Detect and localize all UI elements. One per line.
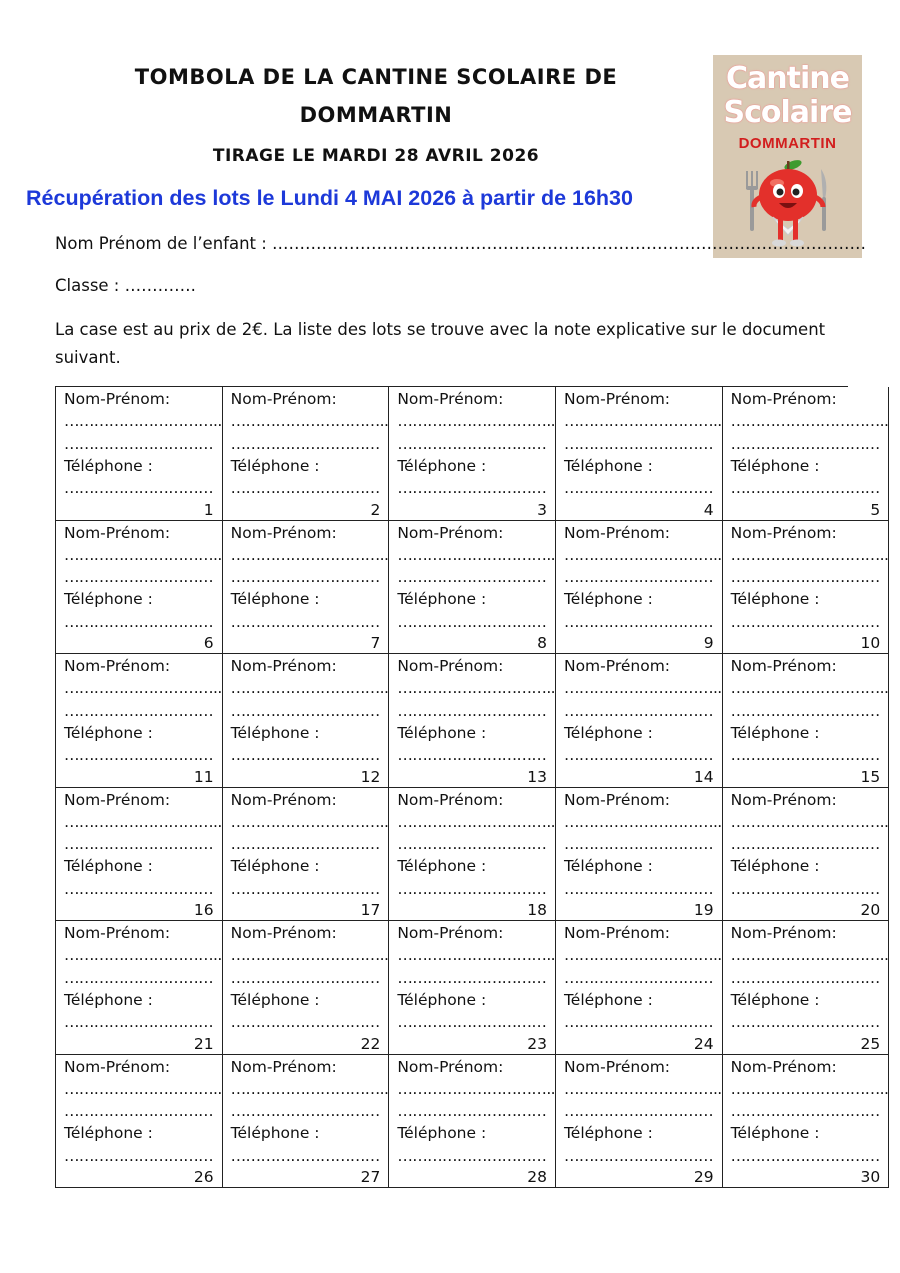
ticket-name-dots-2: …………………………: [730, 835, 880, 854]
ticket-name-dots-2: …………………………: [64, 968, 214, 987]
ticket-phone-dots: …………………………: [64, 1146, 214, 1165]
ticket-cell[interactable]: [389, 387, 556, 521]
ticket-cell[interactable]: [723, 788, 890, 922]
ticket-name-dots: …………………………..: [230, 1079, 389, 1098]
ticket-cell[interactable]: [56, 1055, 223, 1189]
ticket-phone-dots: …………………………: [730, 612, 880, 631]
ticket-cell[interactable]: [223, 387, 390, 521]
ticket-name-dots: …………………………..: [563, 545, 722, 564]
ticket-name-dots-2: …………………………: [730, 1102, 880, 1121]
ticket-name-dots: …………………………..: [230, 545, 389, 564]
ticket-phone-dots: …………………………: [563, 1013, 713, 1032]
ticket-phone-dots: …………………………: [563, 1146, 713, 1165]
ticket-cell[interactable]: [556, 654, 723, 788]
ticket-cell[interactable]: [556, 1055, 723, 1189]
ticket-name-label: Nom-Prénom:: [730, 924, 837, 942]
ticket-cell[interactable]: [723, 387, 890, 521]
ticket-name-dots: …………………………..: [64, 812, 222, 831]
ticket-name-label: Nom-Prénom:: [730, 657, 837, 675]
ticket-name-dots: …………………………..: [64, 679, 222, 698]
ticket-phone-label: Téléphone :: [730, 456, 820, 475]
class-field[interactable]: [55, 276, 196, 295]
ticket-phone-label: Téléphone :: [730, 590, 820, 609]
ticket-name-label: Nom-Prénom:: [230, 1057, 337, 1076]
ticket-name-dots: …………………………..: [563, 812, 722, 831]
ticket-cell[interactable]: [223, 921, 390, 1055]
page-title: [60, 58, 692, 134]
ticket-name-dots-2: …………………………: [730, 568, 880, 587]
ticket-name-label: Nom-Prénom:: [397, 1057, 504, 1076]
ticket-name-dots: …………………………..: [230, 412, 389, 431]
ticket-phone-label: Téléphone :: [230, 590, 320, 609]
ticket-phone-dots: …………………………: [397, 612, 547, 631]
ticket-name-dots-2: …………………………: [230, 968, 380, 987]
ticket-phone-dots: …………………………: [230, 612, 380, 631]
ticket-phone-dots: …………………………: [730, 746, 880, 765]
ticket-name-dots-2: …………………………: [730, 434, 880, 453]
ticket-phone-label: Téléphone :: [64, 1124, 153, 1143]
ticket-number: 21: [193, 1034, 214, 1053]
ticket-name-dots: …………………………..: [397, 1079, 555, 1098]
ticket-name-dots: …………………………..: [730, 679, 889, 698]
ticket-name-dots-2: …………………………: [230, 701, 380, 720]
ticket-name-dots: …………………………..: [397, 545, 555, 564]
ticket-phone-label: Téléphone :: [563, 590, 653, 609]
ticket-name-dots-2: …………………………: [64, 835, 214, 854]
ticket-phone-dots: …………………………: [230, 879, 380, 898]
ticket-number: 30: [860, 1168, 881, 1186]
ticket-name-dots: …………………………..: [563, 412, 722, 431]
logo-text-cantine: Cantine: [726, 61, 849, 96]
ticket-phone-label: Téléphone :: [563, 1124, 653, 1143]
ticket-number: 13: [527, 767, 547, 786]
ticket-phone-label: Téléphone :: [730, 1124, 820, 1143]
ticket-number: 15: [860, 767, 881, 786]
ticket-name-dots-2: …………………………: [563, 701, 713, 720]
ticket-cell[interactable]: [556, 921, 723, 1055]
ticket-number: 29: [693, 1168, 714, 1186]
ticket-name-dots-2: …………………………: [230, 434, 380, 453]
ticket-number: 25: [860, 1034, 881, 1053]
ticket-name-label: Nom-Prénom:: [64, 523, 171, 542]
ticket-grid: [55, 386, 889, 1188]
ticket-name-dots: …………………………..: [64, 545, 222, 564]
ticket-name-dots: …………………………..: [563, 946, 722, 965]
ticket-name-dots: …………………………..: [64, 946, 222, 965]
ticket-phone-label: Téléphone :: [230, 1124, 320, 1143]
draw-date: TIRAGE LE MARDI 28 AVRIL 2026: [212, 146, 540, 166]
ticket-number: 10: [860, 634, 881, 652]
ticket-name-dots: …………………………..: [563, 679, 722, 698]
ticket-name-label: Nom-Prénom:: [563, 523, 671, 542]
ticket-name-dots: …………………………..: [230, 946, 389, 965]
ticket-phone-label: Téléphone :: [64, 456, 153, 475]
child-name-label: Nom Prénom de l’enfant : ………………………………………………………………………………………………: [55, 234, 867, 253]
ticket-cell[interactable]: [389, 654, 556, 788]
ticket-phone-dots: …………………………: [64, 479, 214, 498]
ticket-phone-dots: …………………………: [563, 879, 713, 898]
ticket-phone-dots: …………………………: [230, 479, 380, 498]
ticket-phone-label: Téléphone :: [397, 1124, 487, 1143]
ticket-number: 2: [370, 500, 381, 519]
ticket-phone-dots: …………………………: [64, 612, 214, 631]
ticket-number: 17: [360, 901, 381, 919]
ticket-name-label: Nom-Prénom:: [563, 390, 671, 408]
ticket-phone-dots: …………………………: [730, 1146, 880, 1165]
ticket-name-label: Nom-Prénom:: [730, 390, 837, 408]
ticket-phone-dots: …………………………: [397, 879, 547, 898]
ticket-cell[interactable]: [723, 654, 890, 788]
ticket-name-dots: …………………………..: [563, 1079, 722, 1098]
ticket-name-label: Nom-Prénom:: [64, 390, 171, 408]
ticket-number: 16: [193, 901, 214, 919]
ticket-number: 5: [870, 500, 881, 519]
ticket-phone-dots: …………………………: [730, 479, 880, 498]
class-label: Classe : ………….: [55, 276, 196, 295]
ticket-name-dots-2: …………………………: [230, 568, 380, 587]
ticket-phone-dots: …………………………: [397, 746, 547, 765]
ticket-name-dots-2: …………………………: [563, 568, 713, 587]
ticket-name-dots: …………………………..: [397, 412, 555, 431]
ticket-name-dots-2: …………………………: [230, 835, 380, 854]
ticket-number: 7: [370, 634, 381, 652]
ticket-number: 23: [527, 1034, 547, 1053]
ticket-name-label: Nom-Prénom:: [64, 924, 171, 942]
ticket-phone-label: Téléphone :: [230, 857, 320, 876]
ticket-name-dots: …………………………..: [730, 812, 889, 831]
ticket-name-label: Nom-Prénom:: [397, 924, 504, 942]
ticket-name-dots-2: …………………………: [397, 968, 547, 987]
ticket-name-dots: …………………………..: [64, 412, 222, 431]
ticket-cell[interactable]: [56, 387, 223, 521]
ticket-cell[interactable]: [223, 654, 390, 788]
ticket-number: 12: [360, 767, 381, 786]
ticket-phone-dots: …………………………: [397, 479, 547, 498]
ticket-name-dots: …………………………..: [730, 1079, 889, 1098]
ticket-phone-dots: …………………………: [397, 1146, 547, 1165]
ticket-number: 27: [360, 1168, 381, 1186]
ticket-phone-dots: …………………………: [230, 1146, 380, 1165]
ticket-phone-label: Téléphone :: [563, 456, 653, 475]
ticket-name-dots: …………………………..: [397, 679, 555, 698]
ticket-name-label: Nom-Prénom:: [563, 1057, 671, 1076]
ticket-name-label: Nom-Prénom:: [563, 790, 671, 809]
ticket-cell[interactable]: [223, 521, 390, 655]
ticket-name-dots: …………………………..: [230, 679, 389, 698]
ticket-phone-label: Téléphone :: [730, 990, 820, 1009]
ticket-phone-label: Téléphone :: [397, 857, 487, 876]
ticket-name-dots-2: …………………………: [730, 701, 880, 720]
ticket-cell[interactable]: [723, 1055, 890, 1189]
ticket-phone-dots: …………………………: [64, 1013, 214, 1032]
ticket-phone-dots: …………………………: [563, 479, 713, 498]
ticket-phone-dots: …………………………: [64, 746, 214, 765]
ticket-number: 9: [703, 634, 714, 652]
ticket-number: 4: [703, 500, 714, 519]
ticket-name-label: Nom-Prénom:: [563, 657, 671, 675]
ticket-cell[interactable]: [723, 921, 890, 1055]
ticket-phone-label: Téléphone :: [563, 990, 653, 1009]
title-line-1: TOMBOLA DE LA CANTINE SCOLAIRE DE: [134, 65, 618, 89]
ticket-number: 8: [537, 634, 547, 652]
ticket-phone-dots: …………………………: [730, 1013, 880, 1032]
ticket-cell[interactable]: [223, 1055, 390, 1189]
ticket-name-dots-2: …………………………: [397, 835, 547, 854]
ticket-name-label: Nom-Prénom:: [64, 1057, 171, 1076]
ticket-name-dots: …………………………..: [730, 946, 889, 965]
ticket-name-dots: …………………………..: [64, 1079, 222, 1098]
logo-text-scolaire: Scolaire: [723, 95, 852, 130]
ticket-phone-label: Téléphone :: [64, 590, 153, 609]
ticket-name-dots-2: …………………………: [64, 434, 214, 453]
ticket-cell[interactable]: [56, 521, 223, 655]
ticket-name-label: Nom-Prénom:: [730, 1057, 837, 1076]
ticket-name-label: Nom-Prénom:: [730, 790, 837, 809]
ticket-phone-dots: …………………………: [397, 1013, 547, 1032]
ticket-phone-label: Téléphone :: [397, 456, 487, 475]
ticket-name-label: Nom-Prénom:: [397, 523, 504, 542]
title-line-2: DOMMARTIN: [299, 103, 453, 127]
ticket-number: 28: [527, 1168, 547, 1186]
ticket-phone-dots: …………………………: [563, 612, 713, 631]
ticket-name-dots-2: …………………………: [397, 1102, 547, 1121]
ticket-phone-dots: …………………………: [730, 879, 880, 898]
ticket-name-dots: …………………………..: [730, 545, 889, 564]
ticket-phone-label: Téléphone :: [563, 723, 653, 742]
ticket-name-label: Nom-Prénom:: [397, 657, 504, 675]
ticket-name-label: Nom-Prénom:: [230, 390, 337, 408]
ticket-name-dots-2: …………………………: [230, 1102, 380, 1121]
ticket-name-dots: …………………………..: [230, 812, 389, 831]
ticket-cell[interactable]: [389, 788, 556, 922]
ticket-phone-label: Téléphone :: [563, 857, 653, 876]
ticket-name-dots-2: …………………………: [64, 1102, 214, 1121]
ticket-cell[interactable]: [389, 521, 556, 655]
ticket-name-label: Nom-Prénom:: [230, 523, 337, 542]
ticket-cell[interactable]: [556, 788, 723, 922]
cantine-logo: [713, 55, 862, 258]
ticket-name-label: Nom-Prénom:: [64, 657, 171, 675]
ticket-name-dots-2: …………………………: [563, 1102, 713, 1121]
ticket-phone-label: Téléphone :: [730, 857, 820, 876]
ticket-name-dots: …………………………..: [730, 412, 889, 431]
ticket-cell[interactable]: [556, 521, 723, 655]
ticket-number: 22: [360, 1034, 381, 1053]
ticket-name-dots-2: …………………………: [397, 568, 547, 587]
ticket-phone-label: Téléphone :: [64, 723, 153, 742]
ticket-name-dots-2: …………………………: [563, 434, 713, 453]
ticket-phone-label: Téléphone :: [64, 857, 153, 876]
ticket-phone-dots: …………………………: [230, 1013, 380, 1032]
ticket-phone-dots: …………………………: [563, 746, 713, 765]
ticket-name-dots-2: …………………………: [64, 568, 214, 587]
ticket-name-label: Nom-Prénom:: [563, 924, 671, 942]
ticket-phone-label: Téléphone :: [64, 990, 153, 1009]
ticket-number: 26: [193, 1168, 214, 1186]
ticket-phone-label: Téléphone :: [230, 456, 320, 475]
ticket-phone-label: Téléphone :: [730, 723, 820, 742]
pickup-notice: Récupération des lots le Lundi 4 MAI 2026 à partir de 16h30: [26, 186, 633, 210]
ticket-name-dots-2: …………………………: [397, 701, 547, 720]
ticket-phone-label: Téléphone :: [397, 590, 487, 609]
ticket-name-label: Nom-Prénom:: [397, 390, 504, 408]
ticket-number: 3: [537, 500, 547, 519]
ticket-cell[interactable]: [223, 788, 390, 922]
ticket-number: 19: [693, 901, 714, 919]
ticket-name-label: Nom-Prénom:: [230, 924, 337, 942]
ticket-number: 14: [693, 767, 714, 786]
ticket-name-label: Nom-Prénom:: [64, 790, 171, 809]
ticket-number: 24: [693, 1034, 714, 1053]
ticket-name-label: Nom-Prénom:: [230, 657, 337, 675]
price-note: La case est au prix de 2€. La liste des lots se trouve avec la note explicative sur le document suivant.: [55, 320, 826, 367]
ticket-name-dots: …………………………..: [397, 946, 555, 965]
ticket-name-label: Nom-Prénom:: [730, 523, 837, 542]
ticket-name-dots-2: …………………………: [730, 968, 880, 987]
ticket-cell[interactable]: [556, 387, 723, 521]
ticket-phone-label: Téléphone :: [397, 990, 487, 1009]
ticket-name-label: Nom-Prénom:: [230, 790, 337, 809]
ticket-cell[interactable]: [723, 521, 890, 655]
logo-text-dommartin: DOMMARTIN: [738, 135, 837, 152]
ticket-phone-dots: …………………………: [64, 879, 214, 898]
ticket-number: 1: [203, 500, 214, 519]
ticket-name-dots-2: …………………………: [563, 835, 713, 854]
ticket-cell[interactable]: [56, 788, 223, 922]
ticket-cell[interactable]: [389, 921, 556, 1055]
ticket-number: 20: [860, 901, 881, 919]
ticket-name-dots: …………………………..: [397, 812, 555, 831]
ticket-name-label: Nom-Prénom:: [397, 790, 504, 809]
ticket-number: 11: [193, 767, 214, 786]
ticket-cell[interactable]: [389, 1055, 556, 1189]
ticket-name-dots-2: …………………………: [397, 434, 547, 453]
ticket-cell[interactable]: [56, 921, 223, 1055]
ticket-name-dots-2: …………………………: [563, 968, 713, 987]
ticket-name-dots-2: …………………………: [64, 701, 214, 720]
ticket-number: 6: [203, 634, 214, 652]
ticket-number: 18: [527, 901, 547, 919]
ticket-phone-label: Téléphone :: [397, 723, 487, 742]
child-name-field[interactable]: [55, 234, 866, 253]
ticket-cell[interactable]: [56, 654, 223, 788]
ticket-phone-label: Téléphone :: [230, 723, 320, 742]
ticket-phone-dots: …………………………: [230, 746, 380, 765]
ticket-phone-label: Téléphone :: [230, 990, 320, 1009]
